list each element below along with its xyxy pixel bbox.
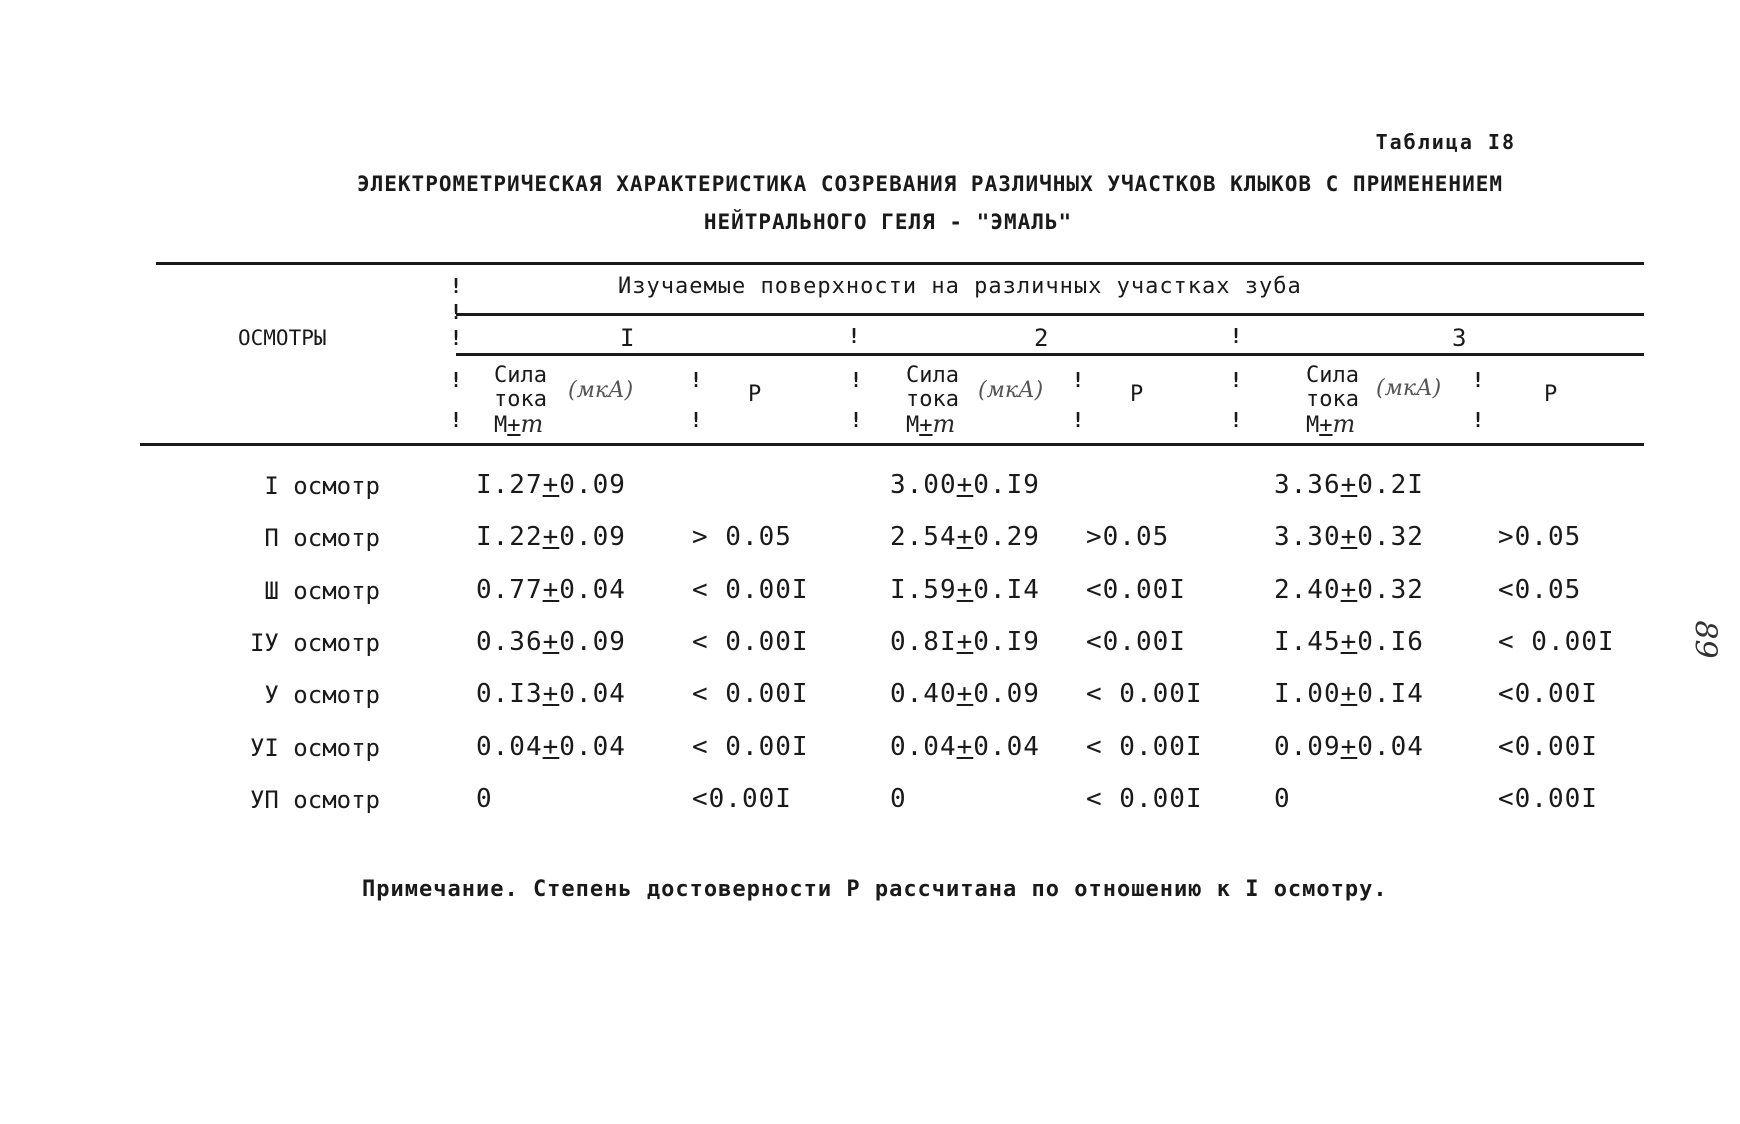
error-value: 0.32 bbox=[1357, 575, 1424, 605]
current-value-cell bbox=[890, 679, 1040, 709]
p-value-cell: <0.05 bbox=[1498, 575, 1582, 605]
mean-value: 0.36 bbox=[476, 627, 543, 657]
p-value-cell: < 0.00I bbox=[692, 627, 809, 657]
row-label-header: ОСМОТРЫ bbox=[238, 326, 327, 350]
error-value: 0.I9 bbox=[973, 470, 1040, 500]
top-rule bbox=[156, 262, 1644, 265]
plus-minus-sign: + bbox=[542, 522, 560, 552]
current-value-cell bbox=[1274, 627, 1424, 657]
current-value-cell bbox=[1274, 732, 1424, 762]
column-separator: ! bbox=[450, 368, 463, 392]
col1-unit-handwritten: (мкА) bbox=[568, 378, 634, 403]
plus-minus-sign: + bbox=[919, 413, 933, 438]
header-bottom-rule bbox=[140, 443, 1644, 446]
column-separator: ! bbox=[1230, 368, 1243, 392]
examination-label: П осмотр bbox=[264, 524, 380, 552]
plus-minus-sign: + bbox=[1340, 679, 1358, 709]
error-value: 0.2I bbox=[1357, 470, 1424, 500]
column-number-1: I bbox=[620, 324, 635, 352]
p-value-cell: > 0.05 bbox=[692, 522, 792, 552]
column-separator: ! bbox=[690, 368, 703, 392]
mean-value: 0.I3 bbox=[476, 679, 543, 709]
p-value-cell: <0.00I bbox=[1086, 575, 1186, 605]
current-value-cell bbox=[890, 470, 1040, 500]
p-value-cell: <0.00I bbox=[1498, 732, 1598, 762]
error-value: 0.04 bbox=[559, 732, 626, 762]
p-value-cell: >0.05 bbox=[1086, 522, 1170, 552]
col2-p-header: Р bbox=[1130, 382, 1144, 407]
error-value: 0.04 bbox=[559, 679, 626, 709]
error-value: 0.04 bbox=[1357, 732, 1424, 762]
plus-minus-sign: + bbox=[1340, 732, 1358, 762]
plus-minus-sign: + bbox=[542, 627, 560, 657]
p-value-cell: <0.00I bbox=[1498, 784, 1598, 814]
col2-sila-label: Сила bbox=[906, 363, 959, 388]
mean-value: 3.00 bbox=[890, 470, 957, 500]
error-value: 0.29 bbox=[973, 522, 1040, 552]
p-value-cell: < 0.00I bbox=[692, 732, 809, 762]
column-separator: ! bbox=[850, 408, 863, 432]
p-value-cell: < 0.00I bbox=[1086, 732, 1203, 762]
current-value-cell bbox=[1274, 784, 1291, 814]
current-value-cell bbox=[890, 732, 1040, 762]
mean-value: 0 bbox=[476, 784, 493, 814]
p-value-cell: < 0.00I bbox=[692, 575, 809, 605]
p-value-cell: <0.00I bbox=[1498, 679, 1598, 709]
p-value-cell: < 0.00I bbox=[1086, 784, 1203, 814]
col1-toka-label: тока bbox=[494, 387, 547, 412]
mean-value: 0.04 bbox=[476, 732, 543, 762]
plus-minus-sign: + bbox=[956, 627, 974, 657]
plus-minus-sign: + bbox=[542, 470, 560, 500]
mean-value: I.59 bbox=[890, 575, 957, 605]
mean-value: 0.8I bbox=[890, 627, 957, 657]
p-value-cell: < 0.00I bbox=[1086, 679, 1203, 709]
current-value-cell bbox=[890, 784, 907, 814]
column-separator: ! bbox=[1072, 368, 1085, 392]
current-value-cell bbox=[890, 522, 1040, 552]
error-letter: m bbox=[1332, 410, 1356, 438]
table-title-line-2: НЕЙТРАЛЬНОГО ГЕЛЯ - "ЭМАЛЬ" bbox=[703, 210, 1073, 234]
current-value-cell bbox=[476, 732, 626, 762]
plus-minus-sign: + bbox=[956, 522, 974, 552]
plus-minus-sign: + bbox=[1340, 627, 1358, 657]
col3-p-header: Р bbox=[1544, 382, 1558, 407]
col3-unit-handwritten: (мкА) bbox=[1376, 376, 1442, 401]
col2-toka-label: тока bbox=[906, 387, 959, 412]
mean-letter: М bbox=[1306, 413, 1320, 438]
col1-p-header: Р bbox=[748, 382, 762, 407]
current-value-cell bbox=[476, 627, 626, 657]
p-value-cell: <0.00I bbox=[692, 784, 792, 814]
column-separator: ! bbox=[1472, 368, 1485, 392]
current-value-cell bbox=[1274, 470, 1424, 500]
error-value: 0.04 bbox=[973, 732, 1040, 762]
current-value-cell bbox=[1274, 679, 1424, 709]
mean-value: 3.30 bbox=[1274, 522, 1341, 552]
plus-minus-sign: + bbox=[507, 413, 521, 438]
mean-letter: М bbox=[906, 413, 920, 438]
surfaces-group-title: Изучаемые поверхности на различных участках зуба bbox=[618, 274, 1302, 299]
error-value: 0.32 bbox=[1357, 522, 1424, 552]
col1-mean-label bbox=[494, 412, 543, 438]
column-separator: ! bbox=[450, 300, 463, 324]
current-value-cell bbox=[476, 679, 626, 709]
mean-value: I.22 bbox=[476, 522, 543, 552]
subgroup-rule bbox=[456, 353, 1644, 356]
page-number-mark: 89 bbox=[1687, 620, 1723, 659]
error-value: 0.I6 bbox=[1357, 627, 1424, 657]
column-separator: ! bbox=[1230, 408, 1243, 432]
p-value-cell: <0.00I bbox=[1086, 627, 1186, 657]
plus-minus-sign: + bbox=[1340, 470, 1358, 500]
column-separator: ! bbox=[450, 408, 463, 432]
mean-value: I.45 bbox=[1274, 627, 1341, 657]
plus-minus-sign: + bbox=[542, 732, 560, 762]
mean-value: 0 bbox=[890, 784, 907, 814]
mean-value: 0.77 bbox=[476, 575, 543, 605]
error-value: 0.09 bbox=[559, 627, 626, 657]
group-rule bbox=[456, 313, 1644, 316]
column-separator: ! bbox=[450, 274, 463, 298]
p-value-cell: >0.05 bbox=[1498, 522, 1582, 552]
current-value-cell bbox=[476, 575, 626, 605]
plus-minus-sign: + bbox=[956, 575, 974, 605]
error-value: 0.09 bbox=[559, 470, 626, 500]
column-separator: ! bbox=[1230, 324, 1243, 348]
mean-value: 0.40 bbox=[890, 679, 957, 709]
table-number: Таблица I8 bbox=[1375, 130, 1516, 154]
column-number-2: 2 bbox=[1034, 324, 1049, 352]
column-separator: ! bbox=[450, 326, 463, 350]
mean-value: 0.04 bbox=[890, 732, 957, 762]
column-separator: ! bbox=[1072, 408, 1085, 432]
examination-label: IУ осмотр bbox=[249, 629, 380, 657]
plus-minus-sign: + bbox=[542, 679, 560, 709]
col3-toka-label: тока bbox=[1306, 387, 1359, 412]
current-value-cell bbox=[1274, 575, 1424, 605]
examination-label: I осмотр bbox=[264, 472, 380, 500]
table-note: Примечание. Степень достоверности Р рассчитана по отношению к I осмотру. bbox=[362, 877, 1388, 902]
plus-minus-sign: + bbox=[956, 732, 974, 762]
column-separator: ! bbox=[1472, 408, 1485, 432]
current-value-cell bbox=[476, 784, 493, 814]
mean-value: 2.40 bbox=[1274, 575, 1341, 605]
examination-label: УI осмотр bbox=[249, 734, 380, 762]
plus-minus-sign: + bbox=[542, 575, 560, 605]
mean-letter: М bbox=[494, 413, 508, 438]
mean-value: 0 bbox=[1274, 784, 1291, 814]
error-value: 0.04 bbox=[559, 575, 626, 605]
examination-label: УП осмотр bbox=[249, 786, 380, 814]
column-separator: ! bbox=[690, 408, 703, 432]
col3-mean-label bbox=[1306, 412, 1355, 438]
examination-label: У осмотр bbox=[264, 681, 380, 709]
plus-minus-sign: + bbox=[1340, 522, 1358, 552]
current-value-cell bbox=[476, 470, 626, 500]
current-value-cell bbox=[890, 627, 1040, 657]
plus-minus-sign: + bbox=[956, 679, 974, 709]
examination-label: Ш осмотр bbox=[264, 577, 380, 605]
col3-sila-label: Сила bbox=[1306, 363, 1359, 388]
plus-minus-sign: + bbox=[956, 470, 974, 500]
error-value: 0.I4 bbox=[973, 575, 1040, 605]
p-value-cell: < 0.00I bbox=[692, 679, 809, 709]
p-value-cell: < 0.00I bbox=[1498, 627, 1615, 657]
error-letter: m bbox=[520, 410, 544, 438]
mean-value: 3.36 bbox=[1274, 470, 1341, 500]
error-value: 0.09 bbox=[559, 522, 626, 552]
current-value-cell bbox=[890, 575, 1040, 605]
mean-value: 0.09 bbox=[1274, 732, 1341, 762]
plus-minus-sign: + bbox=[1319, 413, 1333, 438]
current-value-cell bbox=[1274, 522, 1424, 552]
col2-mean-label bbox=[906, 412, 955, 438]
column-separator: ! bbox=[850, 368, 863, 392]
error-value: 0.I9 bbox=[973, 627, 1040, 657]
column-number-3: 3 bbox=[1452, 324, 1467, 352]
table-title-line-1: ЭЛЕКТРОМЕТРИЧЕСКАЯ ХАРАКТЕРИСТИКА СОЗРЕВАНИЯ РАЗЛИЧНЫХ УЧАСТКОВ КЛЫКОВ С ПРИМЕНЕНИЕМ bbox=[356, 172, 1504, 196]
error-letter: m bbox=[932, 410, 956, 438]
mean-value: I.27 bbox=[476, 470, 543, 500]
mean-value: 2.54 bbox=[890, 522, 957, 552]
plus-minus-sign: + bbox=[1340, 575, 1358, 605]
col2-unit-handwritten: (мкА) bbox=[978, 378, 1044, 403]
current-value-cell bbox=[476, 522, 626, 552]
error-value: 0.09 bbox=[973, 679, 1040, 709]
error-value: 0.I4 bbox=[1357, 679, 1424, 709]
column-separator: ! bbox=[848, 324, 861, 348]
mean-value: I.00 bbox=[1274, 679, 1341, 709]
col1-sila-label: Сила bbox=[494, 363, 547, 388]
